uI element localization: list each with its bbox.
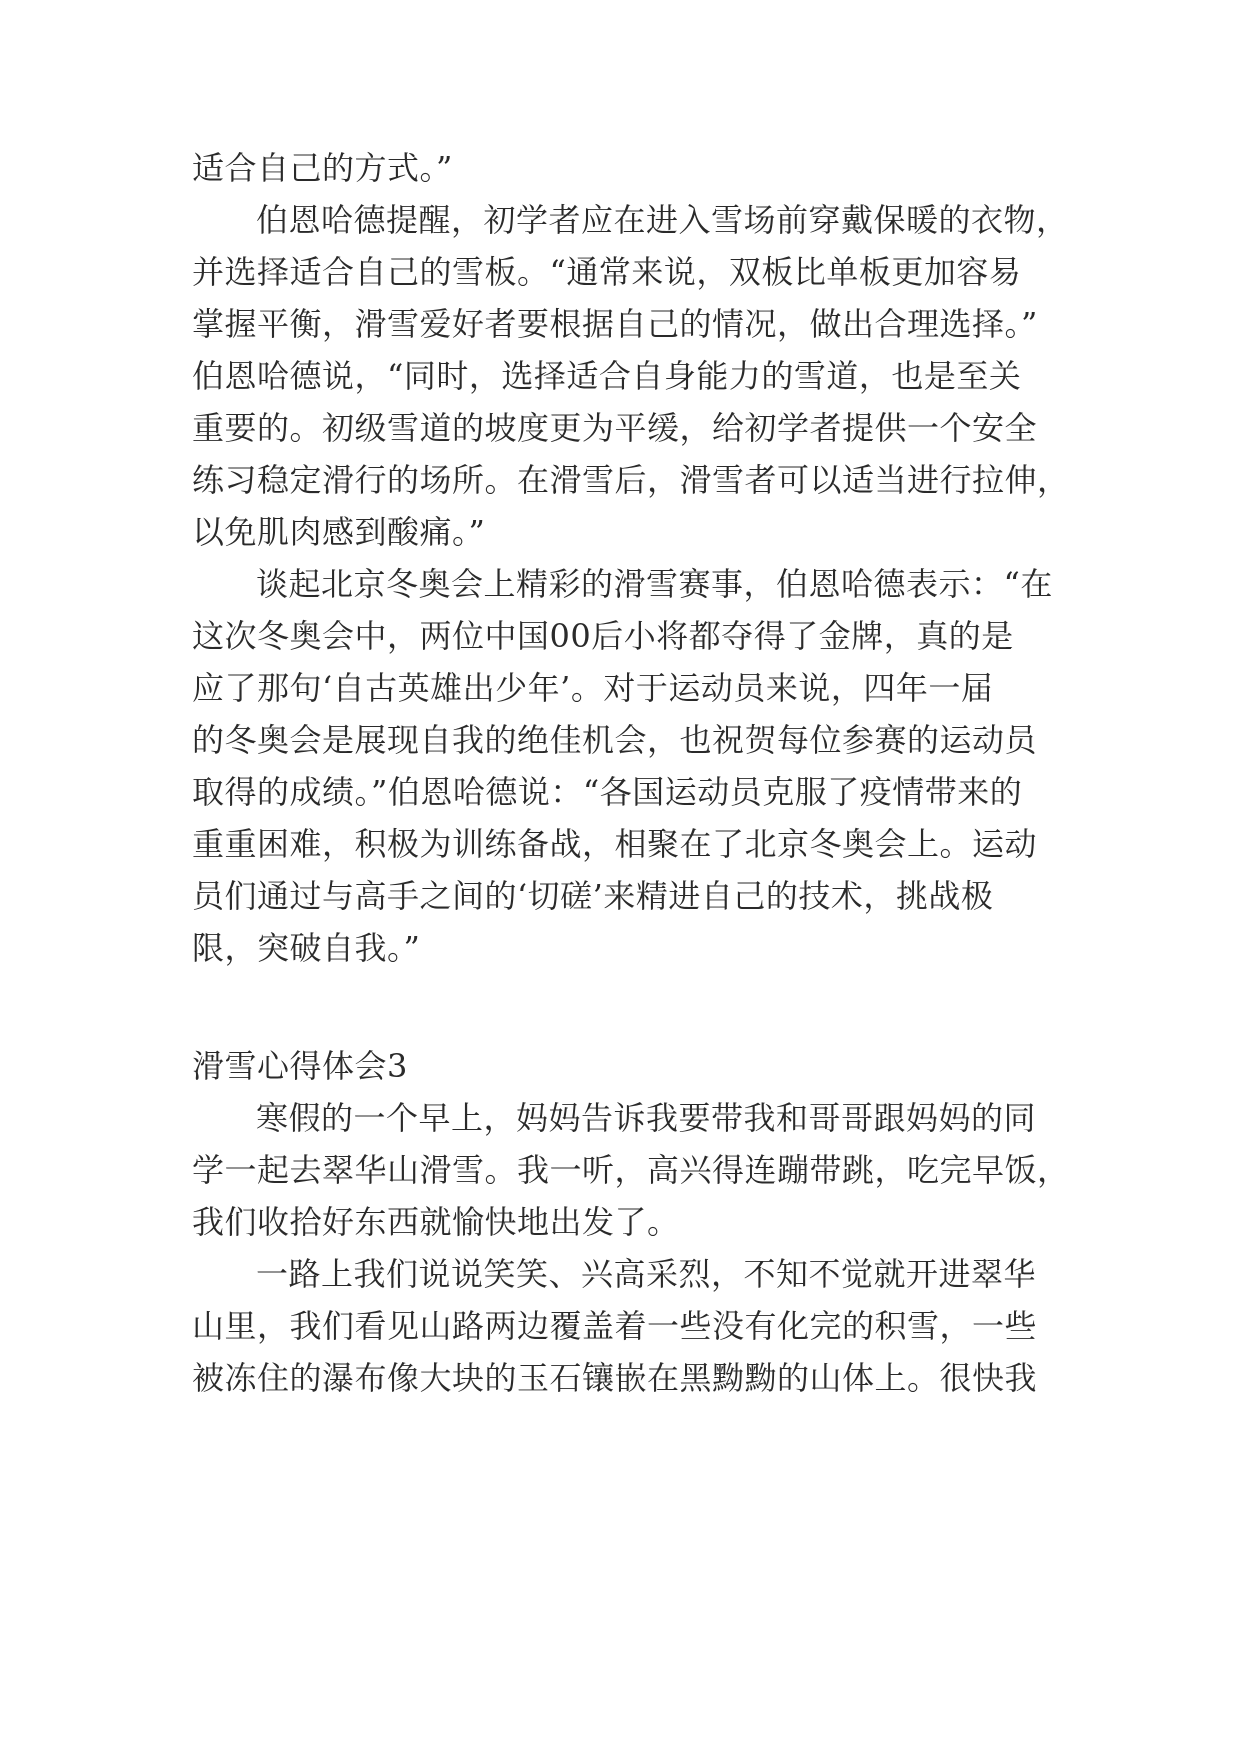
text-line: 适合自己的方式。” (192, 149, 453, 187)
text-line: 应了那句‘自古英雄出少年’。对于运动员来说，四年一届 (192, 669, 994, 707)
text-line: 员们通过与高手之间的‘切磋’来精进自己的技术，挑战极 (192, 877, 994, 915)
text-line: 的冬奥会是展现自我的绝佳机会，也祝贺每位参赛的运动员 (192, 721, 1038, 759)
text-line: 重要的。初级雪道的坡度更为平缓，给初学者提供一个安全 (192, 409, 1038, 447)
text-line: 学一起去翠华山滑雪。我一听，高兴得连蹦带跳，吃完早饭， (192, 1151, 1070, 1189)
text-line: 练习稳定滑行的场所。在滑雪后，滑雪者可以适当进行拉伸， (192, 461, 1070, 499)
text-line: 并选择适合自己的雪板。“通常来说，双板比单板更加容易 (192, 253, 1022, 291)
section-heading: 滑雪心得体会3 (192, 1047, 408, 1085)
text-line: 伯恩哈德说，“同时，选择适合自身能力的雪道，也是至关 (192, 357, 1022, 395)
text-line: 我们收拾好东西就愉快地出发了。 (192, 1203, 680, 1241)
text-line: 这次冬奥会中，两位中国00后小将都夺得了金牌，真的是 (192, 617, 1014, 655)
paragraph-first-line: 伯恩哈德提醒，初学者应在进入雪场前穿戴保暖的衣物， (256, 201, 1069, 239)
text-line: 以免肌肉感到酸痛。” (192, 513, 486, 551)
text-line: 取得的成绩。”伯恩哈德说：“各国运动员克服了疫情带来的 (192, 773, 1023, 811)
paragraph-first-line: 寒假的一个早上，妈妈告诉我要带我和哥哥跟妈妈的同 (256, 1099, 1037, 1137)
paragraph-first-line: 一路上我们说说笑笑、兴高采烈，不知不觉就开进翠华 (256, 1255, 1037, 1293)
text-line: 山里，我们看见山路两边覆盖着一些没有化完的积雪，一些 (192, 1307, 1038, 1345)
text-line: 被冻住的瀑布像大块的玉石镶嵌在黑黝黝的山体上。很快我 (192, 1359, 1038, 1397)
text-line: 重重困难，积极为训练备战，相聚在了北京冬奥会上。运动 (192, 825, 1038, 863)
text-line: 限，突破自我。” (192, 929, 421, 967)
paragraph-first-line: 谈起北京冬奥会上精彩的滑雪赛事，伯恩哈德表示：“在 (256, 565, 1053, 603)
text-line: 掌握平衡，滑雪爱好者要根据自己的情况，做出合理选择。” (192, 305, 1038, 343)
